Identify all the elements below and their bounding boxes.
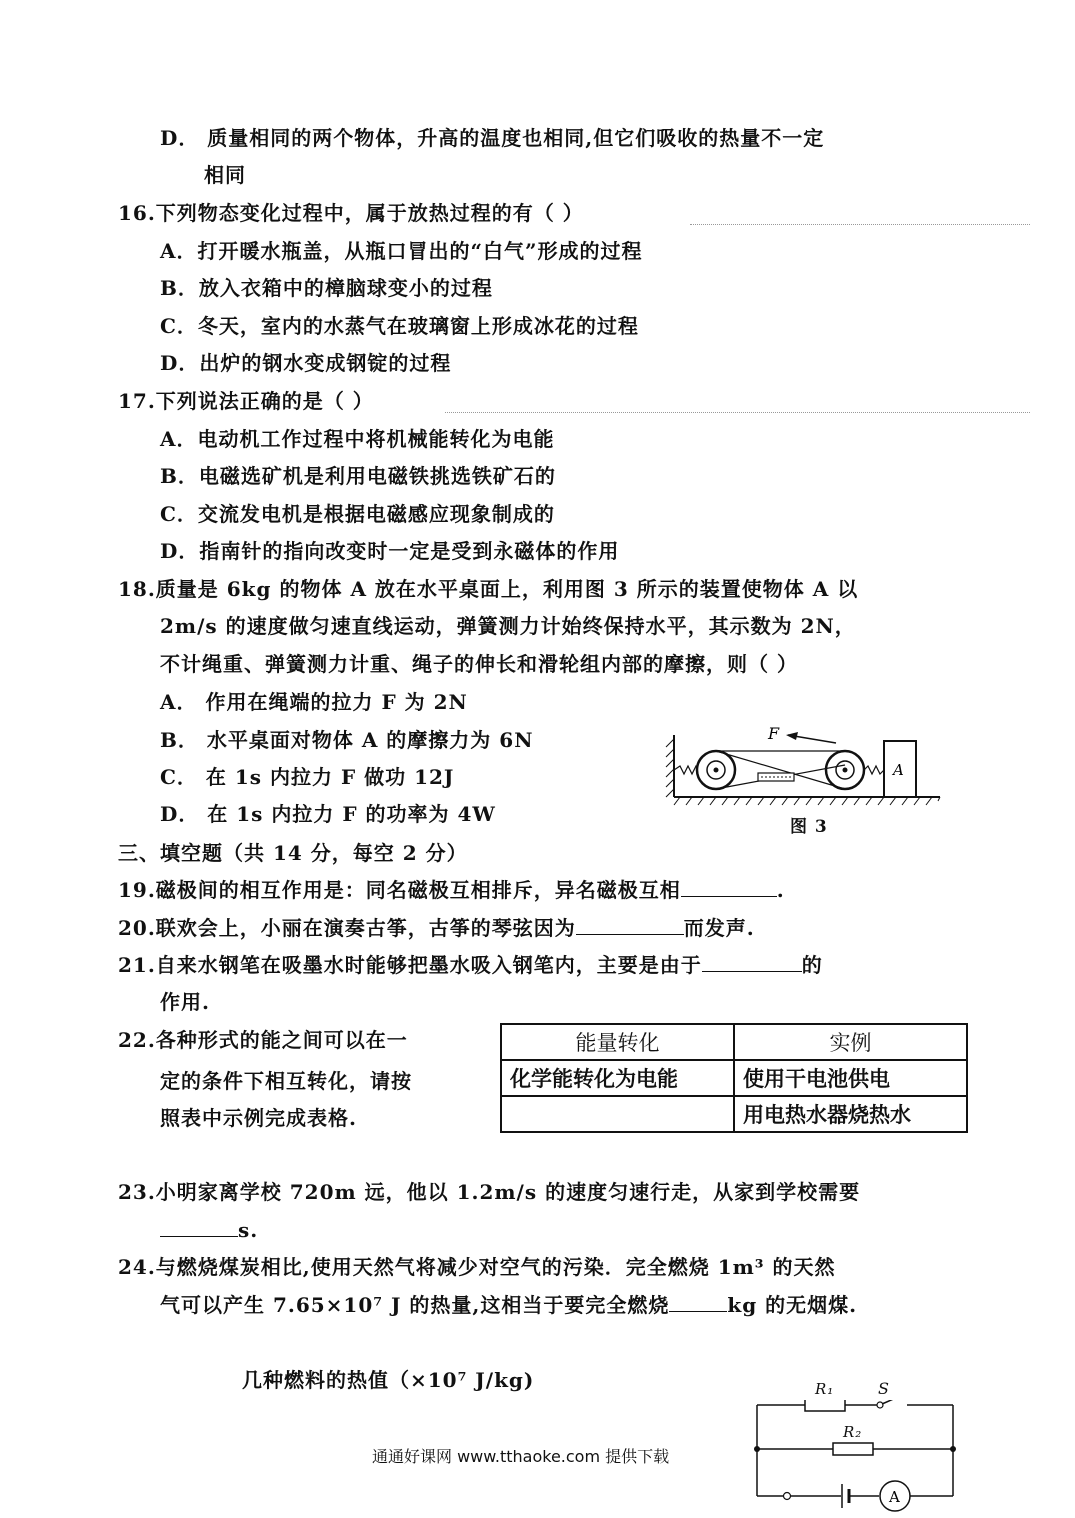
q15-option-d: D． 质量相同的两个物体，升高的温度也相同,但它们吸收的热量不一定 bbox=[160, 126, 825, 150]
q20-text: 20.联欢会上，小丽在演奏古筝，古筝的琴弦因为 bbox=[118, 916, 576, 940]
q18-option-c: C． 在 1s 内拉力 F 做功 12J bbox=[160, 765, 455, 789]
q22-line3: 照表中示例完成表格. bbox=[160, 1106, 357, 1130]
q16-option-d: D．出炉的钢水变成钢锭的过程 bbox=[160, 351, 452, 375]
figure-3-caption: 图 3 bbox=[790, 817, 828, 837]
q18-stem-line3: 不计绳重、弹簧测力计重、绳子的伸长和滑轮组内部的摩擦，则（ ） bbox=[160, 652, 798, 676]
q20-end: 而发声. bbox=[683, 916, 755, 940]
answer-blank[interactable] bbox=[669, 1291, 727, 1312]
q17-option-c: C．交流发电机是根据电磁感应现象制成的 bbox=[160, 502, 555, 526]
dotted-leader bbox=[690, 206, 1030, 225]
table-row bbox=[501, 1096, 967, 1132]
q19 bbox=[118, 876, 785, 904]
q18-option-b: B． 水平桌面对物体 A 的摩擦力为 6N bbox=[160, 728, 534, 752]
figure-3-pulley-diagram bbox=[640, 715, 950, 815]
q18-stem-line2: 2m/s 的速度做匀速直线运动，弹簧测力计始终保持水平，其示数为 2N， bbox=[160, 614, 856, 638]
answer-blank[interactable] bbox=[681, 876, 777, 897]
r2-label: R₂ bbox=[843, 1423, 863, 1441]
q16-option-a: A．打开暖水瓶盖，从瓶口冒出的“白气”形成的过程 bbox=[160, 239, 643, 263]
q18-option-d: D． 在 1s 内拉力 F 的功率为 4W bbox=[160, 802, 496, 826]
ammeter-label: A bbox=[889, 1488, 900, 1506]
q17-option-a: A．电动机工作过程中将机械能转化为电能 bbox=[160, 427, 555, 451]
answer-blank[interactable] bbox=[576, 914, 684, 935]
switch-label: S bbox=[878, 1379, 890, 1398]
q16-stem: 16.下列物态变化过程中，属于放热过程的有（ ） bbox=[118, 201, 584, 225]
table-cell-answer[interactable] bbox=[501, 1096, 734, 1132]
q17-option-d: D．指南针的指向改变时一定是受到永磁体的作用 bbox=[160, 539, 620, 563]
q19-end: . bbox=[776, 878, 785, 902]
table-cell: 用电热水器烧热水 bbox=[734, 1096, 967, 1132]
q20 bbox=[118, 914, 755, 942]
energy-conversion-table bbox=[500, 1023, 968, 1133]
q21-end: 的 bbox=[801, 953, 823, 977]
q17-option-b: B．电磁选矿机是利用电磁铁挑选铁矿石的 bbox=[160, 464, 556, 488]
q16-option-b: B．放入衣箱中的樟脑球变小的过程 bbox=[160, 276, 493, 300]
section-3-title: 三、填空题（共 14 分，每空 2 分） bbox=[118, 841, 468, 865]
q19-text: 19.磁极间的相互作用是：同名磁极互相排斥，异名磁极互相 bbox=[118, 878, 681, 902]
q22-line1: 22.各种形式的能之间可以在一 bbox=[118, 1028, 408, 1052]
q21-text: 21.自来水钢笔在吸墨水时能够把墨水吸入钢笔内，主要是由于 bbox=[118, 953, 702, 977]
q23-line2 bbox=[160, 1216, 258, 1244]
q23-line1: 23.小明家离学校 720m 远，他以 1.2m/s 的速度匀速行走，从家到学校需要 bbox=[118, 1180, 861, 1204]
q24-line2 bbox=[160, 1291, 857, 1319]
answer-blank[interactable] bbox=[702, 951, 802, 972]
q23-unit: s. bbox=[238, 1218, 259, 1242]
q16-option-c: C．冬天，室内的水蒸气在玻璃窗上形成冰花的过程 bbox=[160, 314, 639, 338]
q18-option-a: A． 作用在绳端的拉力 F 为 2N bbox=[160, 690, 468, 714]
table-row bbox=[501, 1060, 967, 1096]
r1-label: R₁ bbox=[815, 1380, 835, 1398]
table-header: 实例 bbox=[734, 1024, 967, 1060]
q21 bbox=[118, 951, 823, 979]
table-header-row bbox=[501, 1024, 967, 1060]
q21-line2: 作用. bbox=[160, 990, 210, 1014]
q24-line1: 24.与燃烧煤炭相比,使用天然气将减少对空气的污染．完全燃烧 1m³ 的天然 bbox=[118, 1255, 836, 1279]
table-cell: 使用干电池供电 bbox=[734, 1060, 967, 1096]
q17-stem: 17.下列说法正确的是（ ） bbox=[118, 389, 374, 413]
table-cell: 化学能转化为电能 bbox=[501, 1060, 734, 1096]
fuel-table-title: 几种燃料的热值（×10⁷ J/kg) bbox=[242, 1368, 535, 1392]
footer-watermark: 通通好课网 www.tthaoke.com 提供下载 bbox=[372, 1447, 670, 1466]
dotted-leader bbox=[445, 394, 1030, 413]
q22-line2: 定的条件下相互转化，请按 bbox=[160, 1069, 412, 1093]
q24-text: 气可以产生 7.65×10⁷ J 的热量,这相当于要完全燃烧 bbox=[160, 1293, 670, 1317]
answer-blank[interactable] bbox=[160, 1216, 238, 1237]
force-label: F bbox=[768, 724, 780, 743]
block-label: A bbox=[893, 761, 904, 779]
q15-option-d-cont: 相同 bbox=[204, 163, 246, 187]
q24-end: kg 的无烟煤. bbox=[727, 1293, 858, 1317]
table-header: 能量转化 bbox=[501, 1024, 734, 1060]
q18-stem-line1: 18.质量是 6kg 的物体 A 放在水平桌面上，利用图 3 所示的装置使物体 A 以 bbox=[118, 577, 859, 601]
